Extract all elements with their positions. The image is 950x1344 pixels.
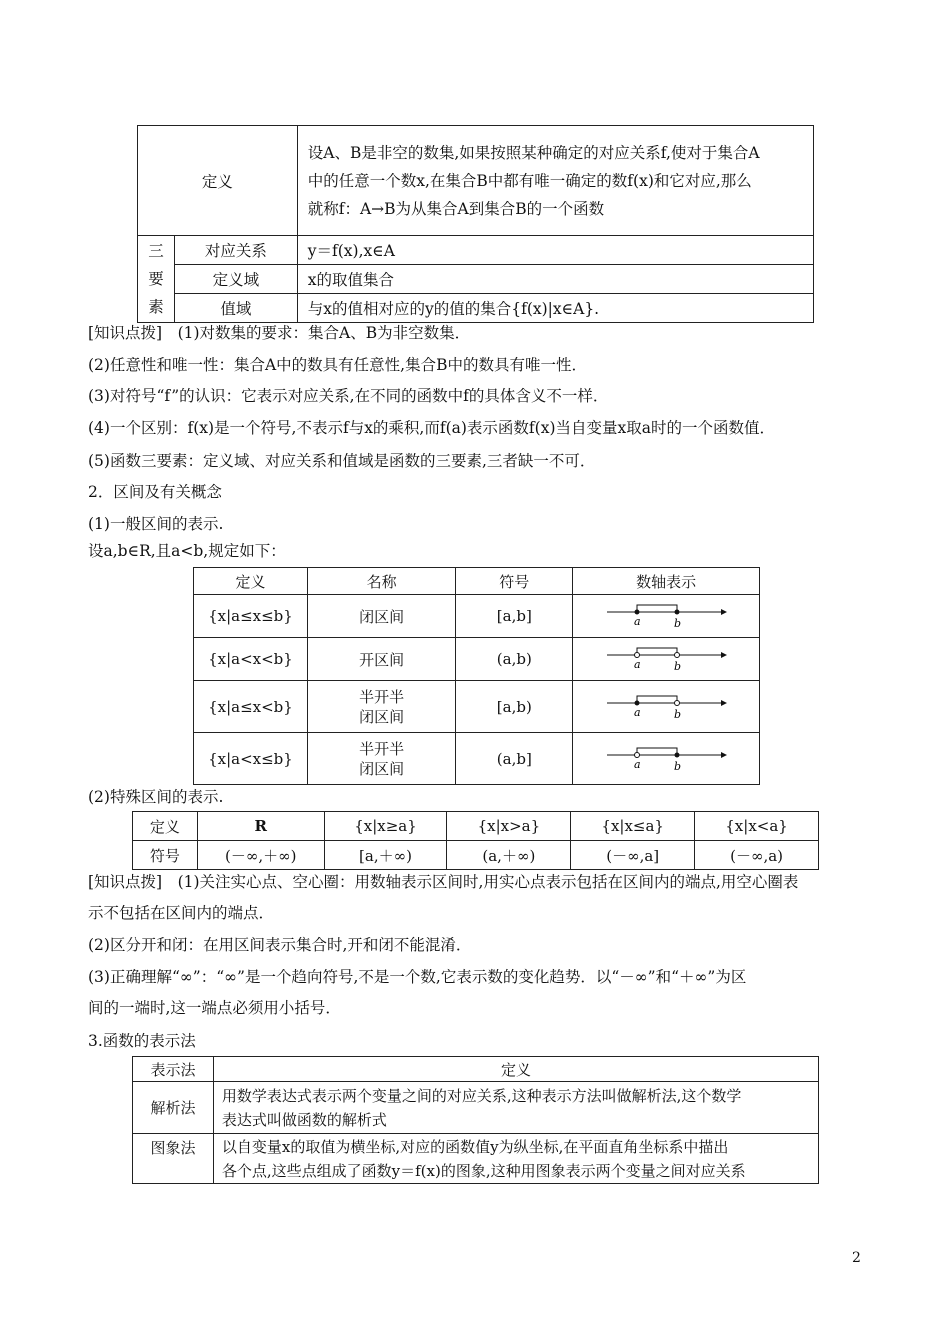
interval-def: {x|a<x<b} <box>194 638 308 681</box>
method-definition: 用数学表达式表示两个变量之间的对应关系,这种表示方法叫做解析法,这个数学 表达式叫做函数的解析式 <box>213 1082 818 1134</box>
endpoint-b-solid <box>675 752 680 757</box>
page-number: 2 <box>852 1250 861 1266</box>
endpoint-b-solid <box>675 610 680 615</box>
interval-name: 半开半 闭区间 <box>307 681 456 733</box>
element-label: 值域 <box>174 294 297 323</box>
tip-line: 间的一端时,这一端点必须用小括号． <box>88 999 341 1017</box>
interval-def: {x|a≤x<b} <box>194 681 308 733</box>
definition-label: 定义 <box>138 126 298 236</box>
special-cell: {x|x≤a} <box>571 812 695 841</box>
representation-table <box>132 1056 819 1184</box>
interval-symbol: [a,b) <box>456 681 573 733</box>
col-header: 定义 <box>194 568 308 595</box>
col-header: 数轴表示 <box>573 568 760 595</box>
tip-line: (4)一个区别：f(x)是一个符号,不表示f与x的乘积,而f(a)表示函数f(x)当自变量x取a时的一个函数值． <box>88 419 775 437</box>
tip-line: [知识点拨] (1)对数集的要求：集合A、B为非空数集． <box>88 324 471 342</box>
special-cell: (－∞,a] <box>571 841 695 870</box>
definition-line-1: 设A、B是非空的数集,如果按照某种确定的对应关系f,使对于集合A <box>307 143 760 162</box>
section-title: 3.函数的表示法 <box>88 1032 196 1050</box>
special-cell: (－∞,a) <box>695 841 819 870</box>
endpoint-a-solid <box>635 610 640 615</box>
col-header: 名称 <box>307 568 456 595</box>
interval-def: {x|a≤x≤b} <box>194 595 308 638</box>
interval-name: 半开半 闭区间 <box>307 733 456 785</box>
tip-line: (3)正确理解“∞”：“∞”是一个趋向符号,不是一个数,它表示数的变化趋势．以“－∞”和“＋∞”为区 <box>88 968 747 986</box>
endpoint-a-hollow <box>635 653 640 658</box>
method-definition: 以自变量x的取值为横坐标,对应的函数值y为纵坐标,在平面直角坐标系中描出 各个点,这些点组成了函数y＝f(x)的图象,这种用图象表示两个变量之间对应关系 <box>213 1134 818 1184</box>
col-header: 表示法 <box>133 1057 214 1082</box>
special-cell: (a,＋∞) <box>447 841 571 870</box>
interval-table <box>193 567 760 785</box>
method-name: 图象法 <box>133 1134 214 1184</box>
endpoint-a-hollow <box>635 752 640 757</box>
definition-line-2: 中的任意一个数x,在集合B中都有唯一确定的数f(x)和它对应,那么 <box>307 171 752 190</box>
axis-label-b: b <box>674 617 682 629</box>
interval-name: 开区间 <box>307 638 456 681</box>
endpoint-b-hollow <box>675 653 680 658</box>
special-cell: [a,＋∞) <box>324 841 447 870</box>
interval-name: 闭区间 <box>307 595 456 638</box>
special-cell: 定义 <box>133 812 198 841</box>
tip-line: 示不包括在区间内的端点． <box>88 904 275 922</box>
interval-intro: 设a,b∈R,且a<b,规定如下： <box>88 542 286 560</box>
number-line-closed <box>573 595 760 638</box>
axis-label-a: a <box>634 615 641 628</box>
special-interval-table <box>132 811 819 870</box>
axis-label-a: a <box>634 705 641 719</box>
special-cell: {x|x<a} <box>695 812 819 841</box>
interval-def: {x|a<x≤b} <box>194 733 308 785</box>
axis-label-b: b <box>674 660 682 672</box>
special-cell: (－∞,＋∞) <box>197 841 324 870</box>
tip-line: (2)区分开和闭：在用区间表示集合时,开和闭不能混淆． <box>88 936 472 954</box>
axis-label-b: b <box>674 759 682 772</box>
number-line-open <box>573 638 760 681</box>
col-header: 定义 <box>213 1057 818 1082</box>
method-name: 解析法 <box>133 1082 214 1134</box>
endpoint-a-solid <box>635 700 640 705</box>
endpoint-b-hollow <box>675 700 680 705</box>
special-cell: 符号 <box>133 841 198 870</box>
element-value: y＝f(x),x∈A <box>297 236 813 265</box>
subsection-title: (2)特殊区间的表示. <box>88 788 224 806</box>
element-value: x的取值集合 <box>297 265 813 294</box>
definition-text <box>297 126 813 236</box>
tip-line: (2)任意性和唯一性：集合A中的数具有任意性,集合B中的数具有唯一性． <box>88 356 587 374</box>
definition-line-3: 就称f：A→B为从集合A到集合B的一个函数 <box>307 199 605 218</box>
special-cell: {x|x>a} <box>447 812 571 841</box>
interval-symbol: (a,b) <box>456 638 573 681</box>
element-label: 对应关系 <box>174 236 297 265</box>
axis-label-b: b <box>674 707 682 720</box>
tip-line: [知识点拨] (1)关注实心点、空心圈：用数轴表示区间时,用实心点表示包括在区间内的端点,用空心圈表 <box>88 873 799 891</box>
three-elements-label: 三 要 素 <box>138 236 175 323</box>
number-line-left-closed <box>573 681 760 733</box>
interval-symbol: [a,b] <box>456 595 573 638</box>
special-cell: R <box>197 812 324 841</box>
element-label: 定义域 <box>174 265 297 294</box>
number-line-right-closed <box>573 733 760 785</box>
tip-line: (5)函数三要素：定义域、对应关系和值域是函数的三要素,三者缺一不可． <box>88 452 596 470</box>
section-title: 2．区间及有关概念 <box>88 483 222 501</box>
element-value: 与x的值相对应的y的值的集合{f(x)|x∈A}. <box>297 294 813 323</box>
col-header: 符号 <box>456 568 573 595</box>
tip-line: (3)对符号“f”的认识：它表示对应关系,在不同的函数中f的具体含义不一样． <box>88 387 609 405</box>
axis-label-a: a <box>634 658 641 671</box>
interval-symbol: (a,b] <box>456 733 573 785</box>
special-cell: {x|x≥a} <box>324 812 447 841</box>
function-definition-table <box>137 125 814 323</box>
subsection-title: (1)一般区间的表示. <box>88 515 224 533</box>
axis-label-a: a <box>634 757 641 771</box>
